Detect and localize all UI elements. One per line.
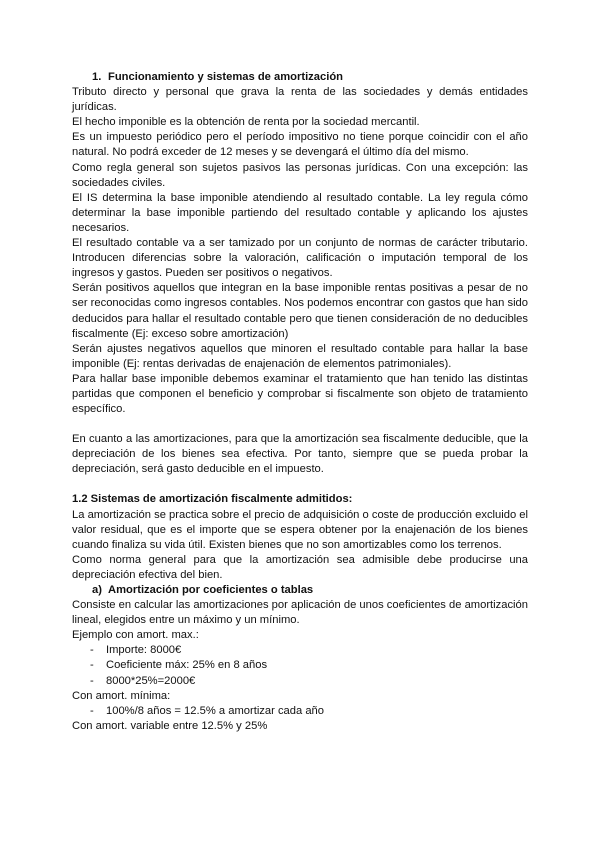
subsection-a-title: Amortización por coeficientes o tablas <box>108 584 314 596</box>
label-amort-max: Ejemplo con amort. max.: <box>72 629 199 642</box>
subsection-a-letter: a) <box>92 584 102 596</box>
paragraph-coeficientes: Consiste en calcular las amortizaciones por aplicación de unos coeficientes de amortización lineal, elegidos entre un máximo y un mínimo. <box>72 599 528 627</box>
list-amort-max <box>72 643 528 688</box>
label-amort-variable: Con amort. variable entre 12.5% y 25% <box>72 719 268 732</box>
paragraph-periodo: Es un impuesto periódico pero el período impositivo no tiene porque coincidir con el año natural. No podrá exceder de 12 meses y se devengará el último día del mismo. <box>72 131 528 159</box>
paragraph-precio-adquisicion: La amortización se practica sobre el precio de adquisición o coste de producción excluido el valor residual, que es el importe que se espera obtener por la enajenación de los bienes cuando finaliza su vida útil. Existen bienes que no son amortizables como los terrenos. <box>72 508 528 551</box>
section-1-title: Funcionamiento y sistemas de amortización <box>108 71 343 83</box>
paragraph-amortizaciones: En cuanto a las amortizaciones, para que la amortización sea fiscalmente deducible, que la depreciación de los bienes sea efectiva. Por tanto, siempre que se pueda probar la depreciación, será gasto deducible en el impuesto. <box>72 433 528 476</box>
list-amort-minima <box>72 704 528 719</box>
spacer <box>72 477 528 492</box>
paragraph-resultado-contable: El resultado contable va a ser tamizado por un conjunto de normas de carácter tributario. Introducen diferencias sobre la valoración, calificación o imputación temporal de los ingresos y gastos. Pueden ser positivos o negativos. <box>72 237 528 280</box>
paragraph-ajustes-negativos: Serán ajustes negativos aquellos que minoren el resultado contable para hallar la base imponible (Ej: rentas derivadas de enajenación de elementos patrimoniales). <box>72 342 528 370</box>
paragraph-norma-general: Como norma general para que la amortización sea admisible debe producirse una depreciación efectiva del bien. <box>72 553 528 581</box>
paragraph-tributo: Tributo directo y personal que grava la renta de las sociedades y demás entidades jurídicas. <box>72 86 528 114</box>
label-amort-minima: Con amort. mínima: <box>72 689 171 702</box>
list-item: - Importe: 8000€ <box>90 643 528 658</box>
paragraph-sujetos-pasivos: Como regla general son sujetos pasivos las personas jurídicas. Con una excepción: las sociedades civiles. <box>72 161 528 189</box>
paragraph-hecho-imponible: El hecho imponible es la obtención de renta por la sociedad mercantil. <box>72 116 420 129</box>
section-1-2-heading: 1.2 Sistemas de amortización fiscalmente admitidos: <box>72 493 353 506</box>
paragraph-base-imponible: El IS determina la base imponible atendiendo al resultado contable. La ley regula cómo determinar la base imponible partiendo del resultado contable y aplicando los ajustes necesarios. <box>72 191 528 234</box>
section-1-heading <box>72 70 528 85</box>
subsection-a-heading <box>72 583 528 598</box>
list-item: - Coeficiente máx: 25% en 8 años <box>90 658 528 673</box>
spacer <box>72 417 528 432</box>
paragraph-hallar-base: Para hallar base imponible debemos examinar el tratamiento que han tenido las distintas partidas que componen el beneficio y comprobar si fiscalmente son objeto de tratamiento específico. <box>72 372 528 416</box>
list-item: - 8000*25%=2000€ <box>90 674 528 689</box>
list-item: - 100%/8 años = 12.5% a amortizar cada año <box>90 704 528 719</box>
section-1-number: 1. <box>92 71 102 83</box>
paragraph-ajustes-positivos: Serán positivos aquellos que integran en la base imponible rentas positivas a pesar de no ser reconocidas como ingresos contables. Nos podemos encontrar con gastos que han sido deducidos para hallar el resultado contable pero que tienen consideración de no deducibles fiscalmente (Ej: exceso sobre amortización) <box>72 282 528 340</box>
